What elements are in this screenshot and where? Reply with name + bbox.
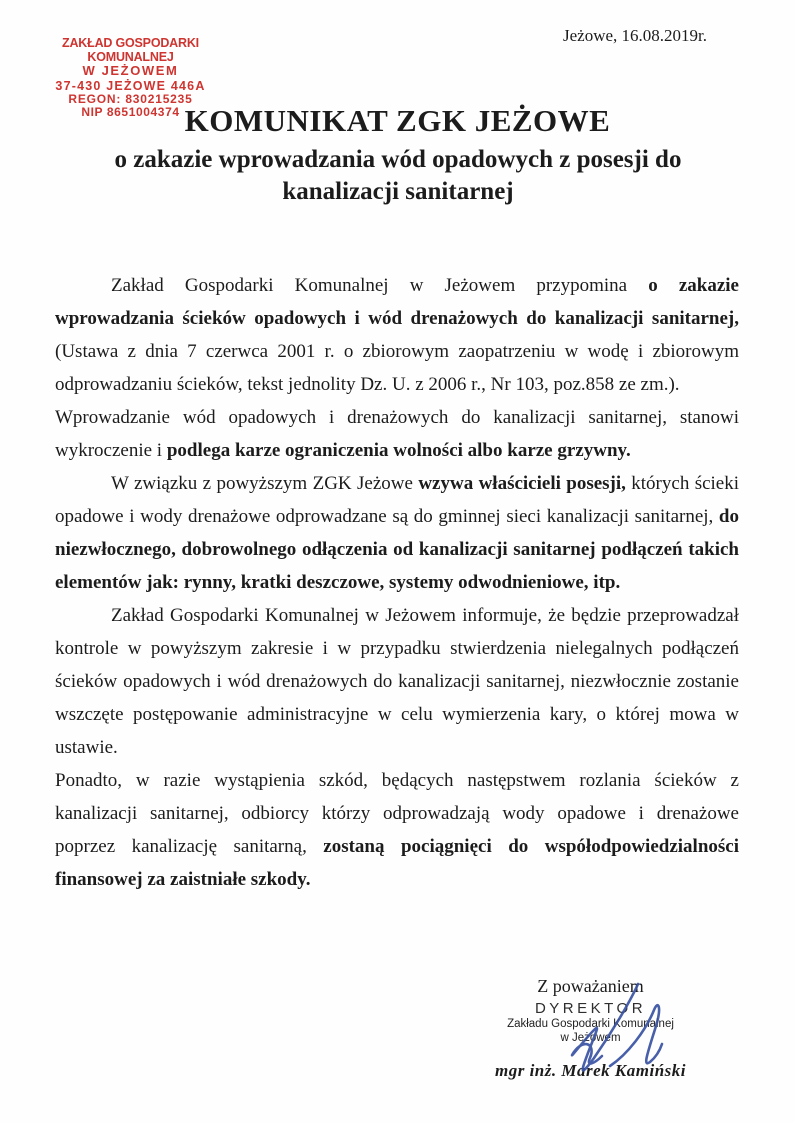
document-subtitle: o zakazie wprowadzania wód opadowych z posesji do kanalizacji sanitarnej [114,146,682,205]
paragraph: W związku z powyższym ZGK Jeżowe wzywa właścicieli posesji, których ścieki opadowe i wody drenażowe odprowadzane są do gminnej sieci kanalizacji sanitarnej, do niezwłocznego, dobrowolnego odłączenia od kanalizacji sanitarnej podłączeń takich elementów jak: rynny, kratki deszczowe, systemy odwodnieniowe, itp. [55,473,740,593]
stamp-line: ZAKŁAD GOSPODARKI KOMUNALNEJ [62,36,199,64]
paragraph: Ponadto, w razie wystąpienia szkód, będących następstwem rozlania ścieków z kanalizacji sanitarnej, odbiorcy którzy odprowadzają wody opadowe i drenażowe poprzez kanalizację sanitarną, zostaną pociągnięci do współodpowiedzialności finansowej za zaistniałe szkody. [55,770,739,890]
signer-role: DYREKTOR [534,1000,647,1017]
stamp-line: NIP 8651004374 [81,104,180,119]
signer-org: Zakładu Gospodarki Komunalnej [507,1018,674,1030]
paragraph: Wprowadzanie wód opadowych i drenażowych do kanalizacji sanitarnej, stanowi wykroczenie i podlega karze ograniczenia wolności albo karze grzywny. [55,407,739,461]
stamp-line: W JEŻOWEM [82,63,179,78]
paragraph: Zakład Gospodarki Komunalnej w Jeżowem informuje, że będzie przeprowadzał kontrole w powyższym zakresie i w przypadku stwierdzenia nielegalnych podłączeń ścieków opadowych i wód drenażowych do kanalizacji sanitarnej, niezwłocznie zostanie wszczęte postępowanie administracyjne w celu wymierzenia kary, o której mowa w ustawie. [55,605,739,758]
signature-block [468,976,713,1081]
document-body [55,269,739,896]
document-title: KOMUNIKAT ZGK JEŻOWE [184,103,611,138]
stamp-line: REGON: 830215235 [68,91,193,106]
stamp-line: 37-430 JEŻOWE 446A [55,78,206,93]
closing-phrase: Z poważaniem [537,976,644,996]
signer-name: mgr inż. Marek Kamiński [495,1061,686,1080]
signer-org-location: w Jeżowem [560,1032,621,1044]
date-line: Jeżowe, 16.08.2019r. [562,26,707,45]
paragraph: Zakład Gospodarki Komunalnej w Jeżowem przypomina o zakazie wprowadzania ścieków opadowych i wód drenażowych do kanalizacji sanitarnej, (Ustawa z dnia 7 czerwca 2001 r. o zbiorowym zaopatrzeniu w wodę i zbiorowym odprowadzaniu ścieków, tekst jednolity Dz. U. z 2006 r., Nr 103, poz.858 ze zm.). [55,275,739,395]
